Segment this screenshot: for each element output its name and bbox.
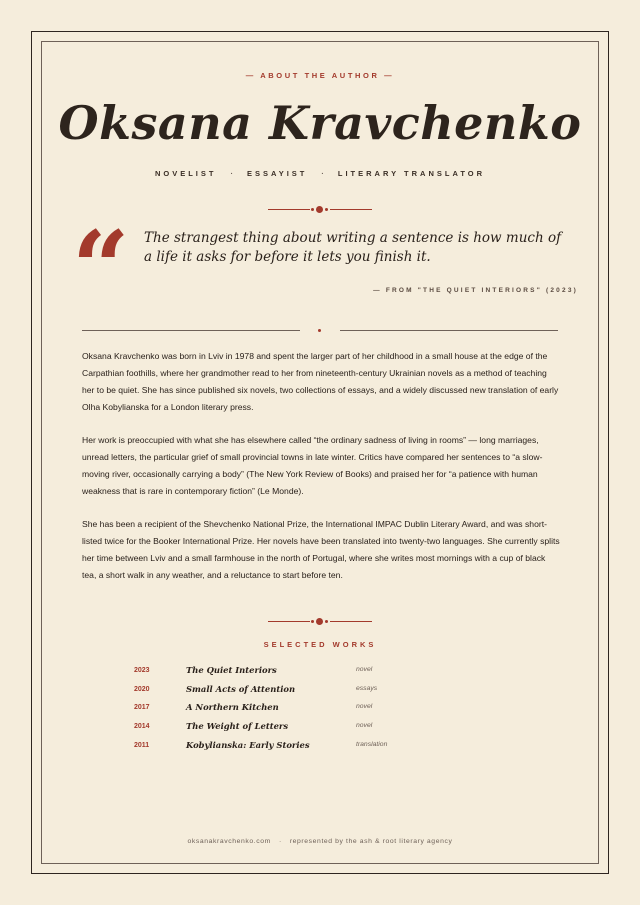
work-year: 2020 (134, 686, 150, 693)
work-title: The Weight of Letters (186, 721, 289, 731)
work-year: 2014 (134, 723, 150, 730)
work-item (0, 665, 640, 679)
work-title: Small Acts of Attention (186, 684, 296, 694)
work-item (0, 684, 640, 698)
work-item (0, 702, 640, 716)
selected-works-heading: SELECTED WORKS (263, 640, 377, 649)
author-roles (0, 169, 640, 178)
agency-credit: represented by the ash & root literary agency (289, 838, 453, 845)
work-form: novel (356, 666, 373, 673)
role-novelist: NOVELIST (154, 169, 217, 178)
work-form: essays (356, 685, 378, 692)
work-title: A Northern Kitchen (186, 702, 279, 712)
bio-paragraph: Oksana Kravchenko was born in Lviv in 1978 and spent the larger part of her childhood in a small house at the edge of the Carpathian foothills, where her grandmother read to her from nineteenth-century Ukrainian novels as a method of teaching her to be quiet. She has since published six novels, two collections of essays, and a widely discussed new translation of early Olha Kobylianska for a London literary press. (82, 351, 559, 412)
page-footer (0, 838, 640, 845)
work-form: novel (356, 703, 373, 710)
eyebrow-label: — ABOUT THE AUTHOR — (245, 71, 395, 80)
quote-source: — FROM "THE QUIET INTERIORS" (2023) (373, 287, 578, 294)
author-name: Oksana Kravchenko (58, 96, 582, 150)
ornament-top (268, 205, 372, 213)
work-item (0, 740, 640, 754)
work-title: Kobylianska: Early Stories (186, 740, 310, 750)
quote-mark-icon: “ (72, 218, 130, 288)
bio-paragraph: Her work is preoccupied with what she has elsewhere called “the ordinary sadness of living in rooms” — long marriages, unread letters, the particular grief of small provincial towns in late winter. Critics have compared her sentences to “a slow-moving river, occasionally carrying a body” (The New York Review of Books) and praised her for “a patience with human weakness that is rare in contemporary fiction” (Le Monde). (82, 435, 543, 496)
website-link[interactable]: oksanakravchenko.com (187, 838, 271, 845)
work-year: 2023 (134, 667, 150, 674)
ornament-works (268, 617, 372, 625)
work-year: 2011 (134, 742, 150, 749)
pull-quote: The strangest thing about writing a sentence is how much of a life it asks for before it lets you finish it. (144, 230, 562, 265)
work-year: 2017 (134, 704, 150, 711)
role-translator: LITERARY TRANSLATOR (337, 169, 486, 178)
footer-separator: · (278, 838, 282, 845)
role-separator: · (321, 169, 324, 178)
section-divider (82, 329, 558, 332)
role-separator: · (230, 169, 233, 178)
work-item (0, 721, 640, 735)
role-essayist: ESSAYIST (246, 169, 308, 178)
work-title: The Quiet Interiors (186, 665, 277, 675)
work-form: translation (356, 741, 388, 748)
bio-paragraph: She has been a recipient of the Shevchenko National Prize, the International IMPAC Dublin Literary Award, and was short-listed twice for the Booker International Prize. Her novels have been translated into twenty-two languages. She currently splits her time between Lviv and a small farmhouse in the north of Portugal, where she writes most mornings with a cup of black tea, a short walk in any weather, and a reluctance to start before ten. (82, 519, 560, 580)
work-form: novel (356, 722, 373, 729)
